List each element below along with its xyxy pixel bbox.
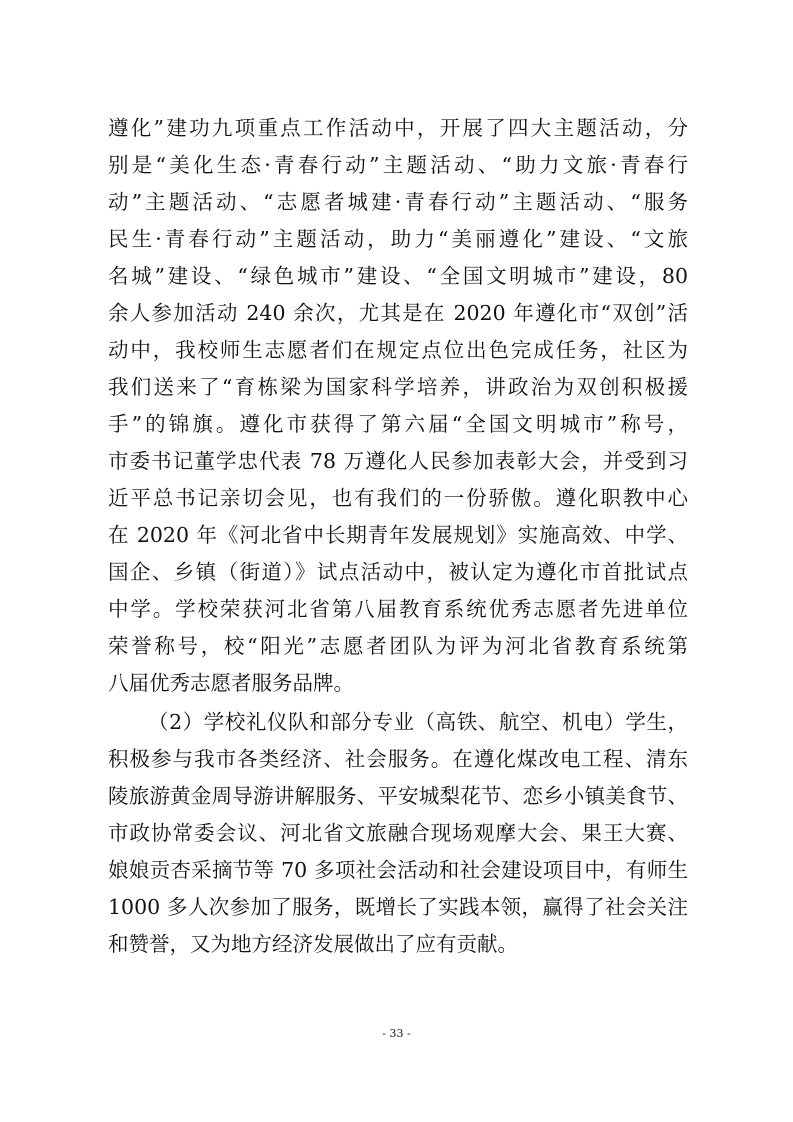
text-line: 荣誉称号，校“阳光”志愿者团队为评为河北省教育系统第 — [108, 634, 688, 658]
text-line: 别是“美化生态·青春行动”主题活动、“助力文旅·青春行 — [108, 153, 688, 177]
text-line: 名城”建设、“绿色城市”建设、“全国文明城市”建设，80 — [108, 264, 688, 288]
paragraph-start-line: （2）学校礼仪队和部分专业（高铁、航空、机电）学生， — [148, 710, 688, 734]
paragraph-end-line: 和赞誉，又为地方经济发展做出了应有贡献。 — [108, 932, 518, 956]
text-line: 市委书记董学忠代表 78 万遵化人民参加表彰大会，并受到习 — [108, 449, 688, 473]
text-line: 余人参加活动 240 余次，尤其是在 2020 年遵化市“双创”活 — [108, 301, 688, 325]
text-line: 市政协常委会议、河北省文旅融合现场观摩大会、果王大赛、 — [108, 821, 688, 845]
text-line: 1000 多人次参加了服务，既增长了实践本领，赢得了社会关注 — [108, 895, 688, 919]
text-line: 手”的锦旗。遵化市获得了第六届“全国文明城市”称号， — [108, 412, 688, 436]
paragraph-end-line: 八届优秀志愿者服务品牌。 — [108, 671, 354, 695]
text-line: 陵旅游黄金周导游讲解服务、平安城梨花节、恋乡小镇美食节、 — [108, 784, 688, 808]
text-line: 民生·青春行动”主题活动，助力“美丽遵化”建设、“文旅 — [108, 227, 688, 251]
text-line: 我们送来了“育栋梁为国家科学培养，讲政治为双创积极援 — [108, 375, 688, 399]
text-line: 娘娘贡杏采摘节等 70 多项社会活动和社会建设项目中，有师生 — [108, 858, 688, 882]
text-line: 国企、乡镇（街道）》试点活动中，被认定为遵化市首批试点 — [108, 560, 688, 584]
text-line: 在 2020 年《河北省中长期青年发展规划》实施高效、中学、 — [108, 523, 688, 547]
text-line: 中学。学校荣获河北省第八届教育系统优秀志愿者先进单位 — [108, 597, 688, 621]
text-line: 动中，我校师生志愿者们在规定点位出色完成任务，社区为 — [108, 338, 688, 362]
page-number: - 33 - — [382, 1027, 411, 1040]
text-line: 近平总书记亲切会见，也有我们的一份骄傲。遵化职教中心 — [108, 486, 688, 510]
text-line: 动”主题活动、“志愿者城建·青春行动”主题活动、“服务 — [108, 190, 688, 214]
text-line: 遵化”建功九项重点工作活动中，开展了四大主题活动，分 — [108, 116, 688, 140]
text-line: 积极参与我市各类经济、社会服务。在遵化煤改电工程、清东 — [108, 747, 688, 771]
